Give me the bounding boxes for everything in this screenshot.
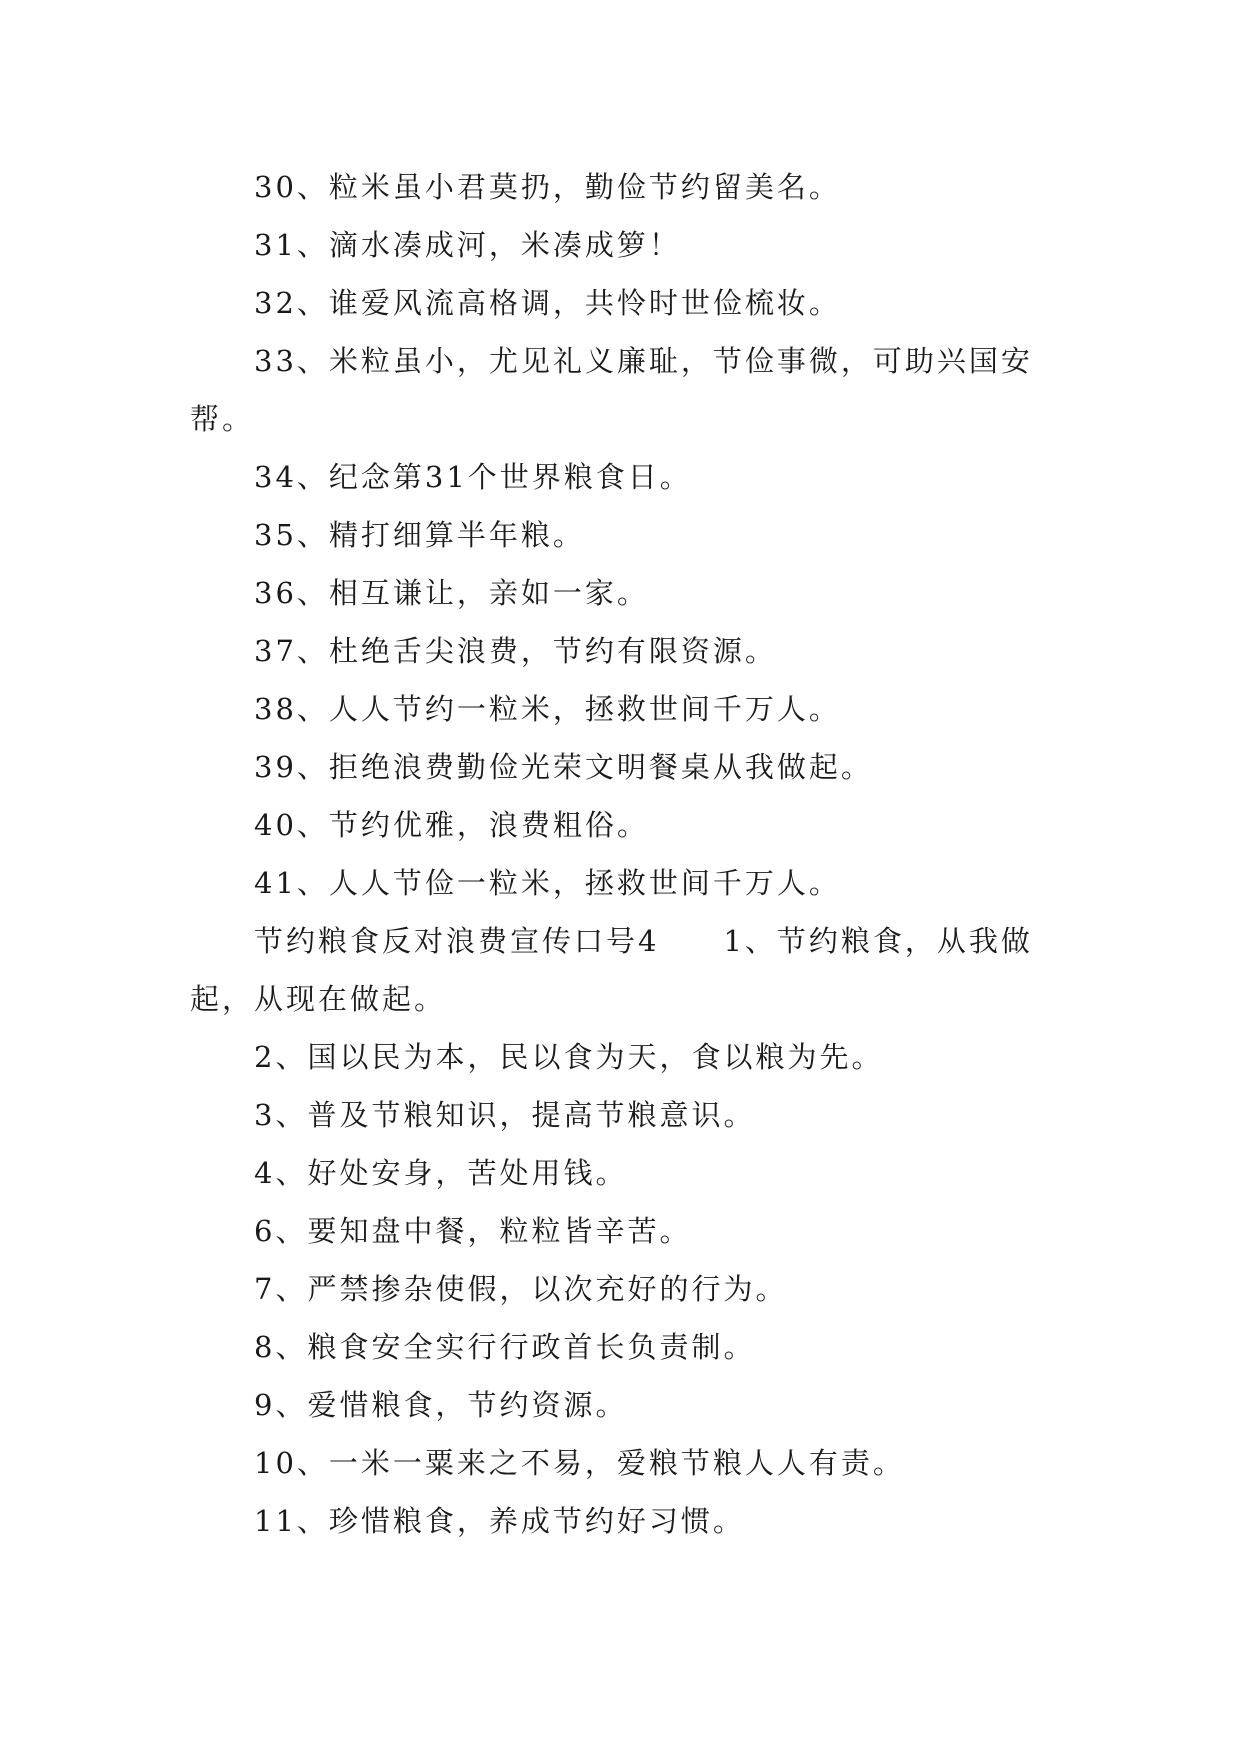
slogan-38: 38、人人节约一粒米，拯救世间千万人。	[254, 692, 841, 726]
slogan-2: 2、国以民为本，民以食为天，食以粮为先。	[254, 1040, 884, 1074]
slogan-31: 31、滴水凑成河，米凑成箩！	[254, 228, 681, 262]
slogan-34: 34、纪念第31个世界粮食日。	[254, 460, 692, 494]
slogan-6: 6、要知盘中餐，粒粒皆辛苦。	[254, 1214, 692, 1248]
slogan-41: 41、人人节俭一粒米，拯救世间千万人。	[254, 866, 841, 900]
slogan-7: 7、严禁掺杂使假，以次充好的行为。	[254, 1272, 788, 1306]
slogan-30: 30、粒米虽小君莫扔，勤俭节约留美名。	[254, 170, 841, 204]
slogan-8: 8、粮食安全实行行政首长负责制。	[254, 1330, 756, 1364]
slogan-3: 3、普及节粮知识，提高节粮意识。	[254, 1098, 756, 1132]
slogan-10: 10、一米一粟来之不易，爱粮节粮人人有责。	[254, 1446, 905, 1480]
slogan-35: 35、精打细算半年粮。	[254, 518, 585, 552]
slogan-37: 37、杜绝舌尖浪费，节约有限资源。	[254, 634, 777, 668]
slogan-33: 33、米粒虽小，尤见礼义廉耻，节俭事微，可助兴国安帮。	[190, 344, 1033, 436]
slogan-39: 39、拒绝浪费勤俭光荣文明餐桌从我做起。	[254, 750, 873, 784]
slogan-36: 36、相互谦让，亲如一家。	[254, 576, 649, 610]
document-body	[190, 158, 1050, 1550]
slogan-4: 4、好处安身，苦处用钱。	[254, 1156, 628, 1190]
slogan-40: 40、节约优雅，浪费粗俗。	[254, 808, 649, 842]
slogan-9: 9、爱惜粮食，节约资源。	[254, 1388, 628, 1422]
slogan-11: 11、珍惜粮食，养成节约好习惯。	[254, 1504, 745, 1538]
slogan-32: 32、谁爱风流高格调，共怜时世俭梳妆。	[254, 286, 841, 320]
section-heading-slogan-1: 节约粮食反对浪费宣传口号4 1、节约粮食，从我做起，从现在做起。	[190, 924, 1033, 1016]
